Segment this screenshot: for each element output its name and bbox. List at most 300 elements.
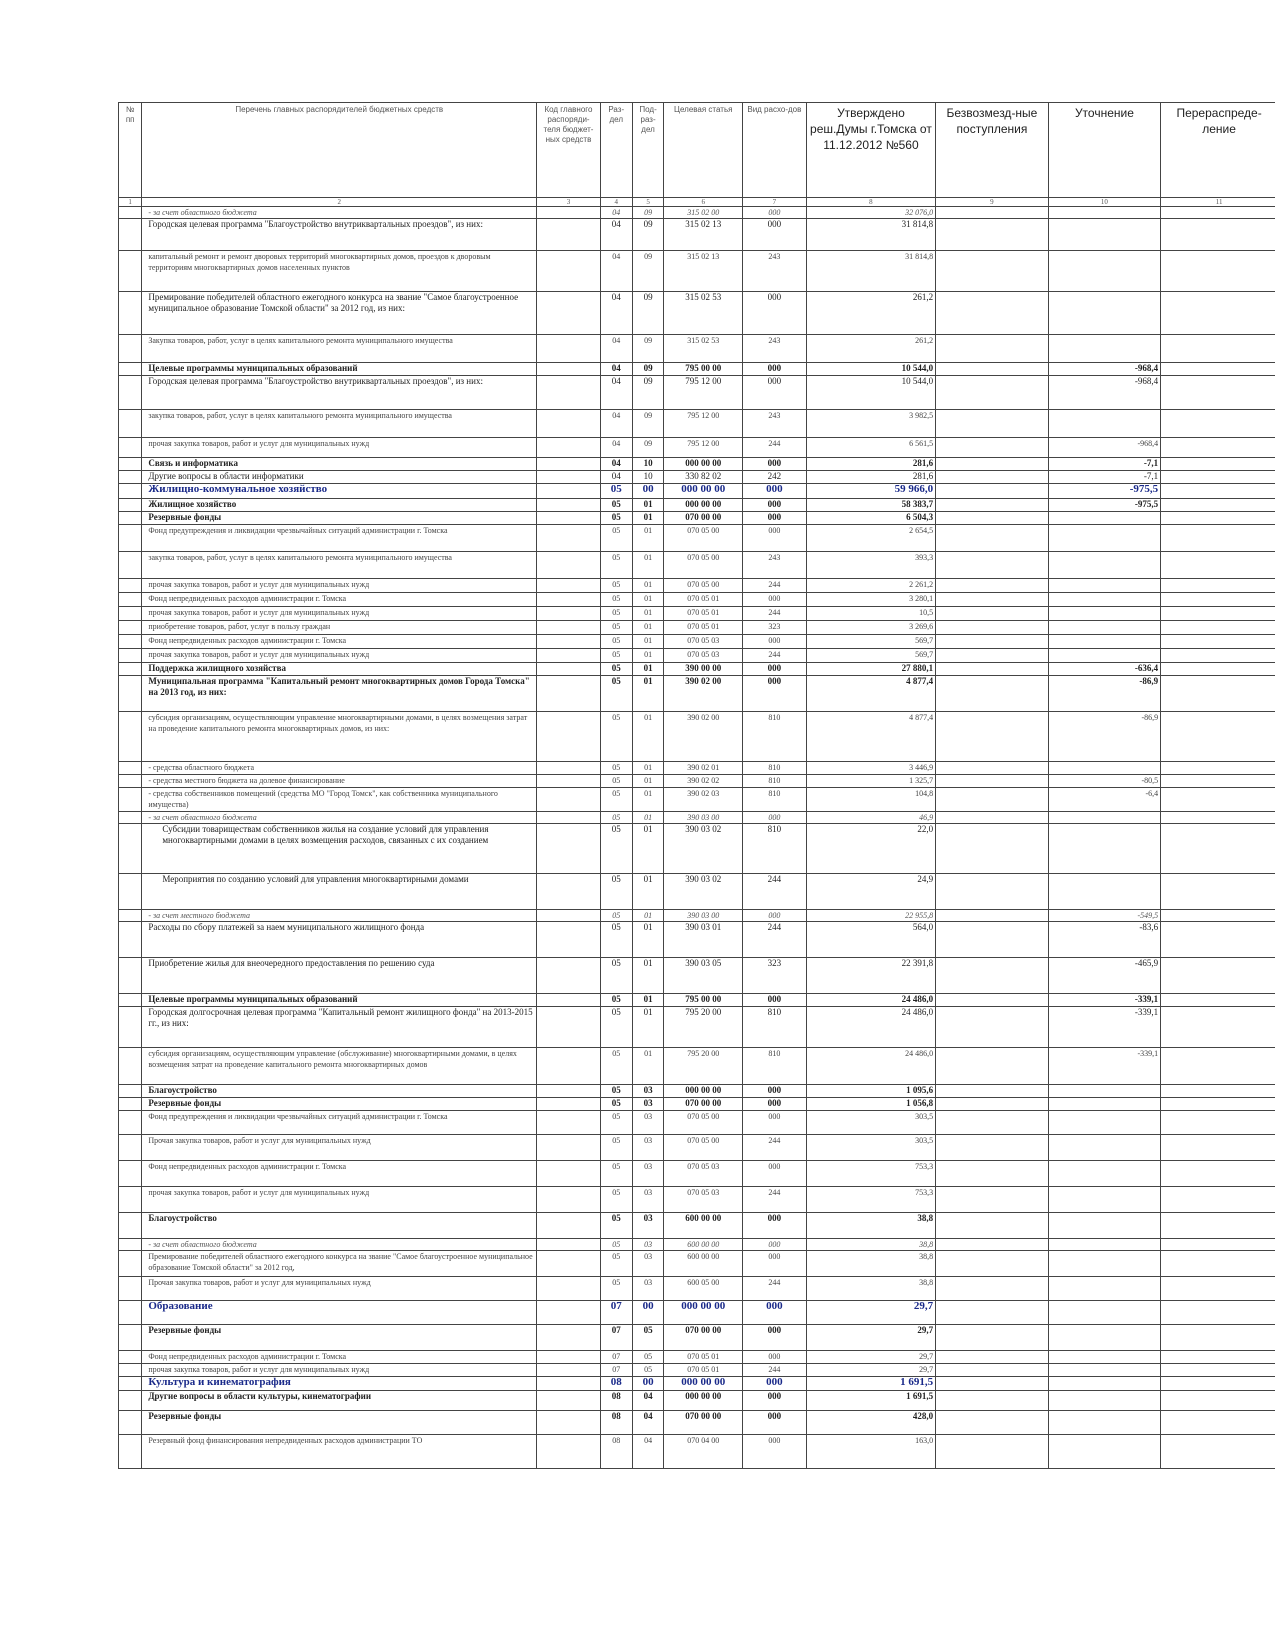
row-code-cell [537, 410, 601, 438]
row-target-cell: 315 02 53 [664, 335, 743, 363]
row-target-cell: 000 00 00 [664, 484, 743, 499]
row-code-cell [537, 251, 601, 292]
row-name-cell: Целевые программы муниципальных образований [142, 994, 537, 1007]
row-section-cell: 05 [600, 958, 632, 994]
row-clarification-cell [1048, 1351, 1161, 1364]
row-number-cell [119, 635, 142, 649]
row-name-cell: - за счет областного бюджета [142, 1239, 537, 1251]
row-redistribution-cell [1161, 219, 1275, 251]
row-name-cell: прочая закупка товаров, работ и услуг для муниципальных нужд [142, 579, 537, 593]
row-number-cell [119, 579, 142, 593]
row-code-cell [537, 438, 601, 458]
row-grants-cell [936, 593, 1049, 607]
row-code-cell [537, 1085, 601, 1098]
row-number-cell [119, 438, 142, 458]
row-subsection-cell: 03 [632, 1111, 664, 1135]
row-approved-cell: 4 877,4 [806, 676, 935, 712]
row-target-cell: 000 00 00 [664, 458, 743, 471]
row-grants-cell [936, 635, 1049, 649]
row-subsection-cell: 01 [632, 1048, 664, 1085]
row-code-cell [537, 376, 601, 410]
row-number-cell [119, 1377, 142, 1391]
row-subsection-cell: 01 [632, 635, 664, 649]
row-expense-type-cell: 000 [743, 1325, 807, 1351]
row-expense-type-cell: 000 [743, 593, 807, 607]
row-code-cell [537, 1411, 601, 1435]
row-redistribution-cell [1161, 1325, 1275, 1351]
row-subsection-cell: 10 [632, 471, 664, 484]
row-expense-type-cell: 323 [743, 958, 807, 994]
col-header-redistribution: Перераспреде-ление [1161, 103, 1275, 198]
row-code-cell [537, 1251, 601, 1277]
row-section-cell: 05 [600, 922, 632, 958]
row-subsection-cell: 03 [632, 1135, 664, 1161]
row-target-cell: 000 00 00 [664, 499, 743, 512]
row-number-cell [119, 512, 142, 525]
row-number-cell [119, 676, 142, 712]
col-number: 10 [1048, 198, 1161, 207]
row-section-cell: 08 [600, 1391, 632, 1411]
row-number-cell [119, 994, 142, 1007]
row-number-cell [119, 922, 142, 958]
row-redistribution-cell [1161, 471, 1275, 484]
table-row [119, 775, 1275, 788]
table-body [119, 207, 1275, 1469]
row-number-cell [119, 207, 142, 219]
row-expense-type-cell: 244 [743, 649, 807, 663]
row-grants-cell [936, 1161, 1049, 1187]
row-clarification-cell [1048, 1251, 1161, 1277]
row-target-cell: 795 12 00 [664, 376, 743, 410]
row-subsection-cell: 04 [632, 1391, 664, 1411]
row-redistribution-cell [1161, 762, 1275, 775]
row-name-cell: Фонд предупреждения и ликвидации чрезвычайных ситуаций администрации г. Томска [142, 525, 537, 552]
row-code-cell [537, 812, 601, 824]
row-target-cell: 000 00 00 [664, 1391, 743, 1411]
table-row [119, 824, 1275, 874]
row-subsection-cell: 05 [632, 1351, 664, 1364]
table-row [119, 1435, 1275, 1469]
row-name-cell: Благоустройство [142, 1085, 537, 1098]
row-section-cell: 05 [600, 499, 632, 512]
row-expense-type-cell: 244 [743, 607, 807, 621]
row-expense-type-cell: 000 [743, 363, 807, 376]
row-code-cell [537, 1391, 601, 1411]
row-grants-cell [936, 458, 1049, 471]
table-row [119, 712, 1275, 762]
row-approved-cell: 31 814,8 [806, 219, 935, 251]
row-clarification-cell [1048, 1098, 1161, 1111]
row-clarification-cell [1048, 410, 1161, 438]
row-target-cell: 070 05 01 [664, 607, 743, 621]
row-clarification-cell [1048, 1239, 1161, 1251]
row-clarification-cell [1048, 1277, 1161, 1301]
row-clarification-cell: -975,5 [1048, 484, 1161, 499]
row-subsection-cell: 00 [632, 1377, 664, 1391]
row-subsection-cell: 01 [632, 512, 664, 525]
row-number-cell [119, 1085, 142, 1098]
row-grants-cell [936, 1325, 1049, 1351]
table-row [119, 1007, 1275, 1048]
row-code-cell [537, 363, 601, 376]
row-name-cell: Резервные фонды [142, 1411, 537, 1435]
row-name-cell: субсидия организациям, осуществляющим управление многоквартирными домами, в целях возмещения затрат на проведение капитального ремонта многоквартирных домов, из них: [142, 712, 537, 762]
row-code-cell [537, 579, 601, 593]
row-target-cell: 070 05 00 [664, 525, 743, 552]
row-section-cell: 05 [600, 1048, 632, 1085]
row-clarification-cell [1048, 1135, 1161, 1161]
row-subsection-cell: 03 [632, 1251, 664, 1277]
row-grants-cell [936, 788, 1049, 812]
row-clarification-cell: -7,1 [1048, 471, 1161, 484]
row-grants-cell [936, 775, 1049, 788]
row-target-cell: 390 03 02 [664, 824, 743, 874]
row-name-cell: Фонд предупреждения и ликвидации чрезвычайных ситуаций администрации г. Томска [142, 1111, 537, 1135]
row-redistribution-cell [1161, 499, 1275, 512]
row-approved-cell: 3 446,9 [806, 762, 935, 775]
row-grants-cell [936, 824, 1049, 874]
row-name-cell: Резервные фонды [142, 1098, 537, 1111]
budget-sheet [118, 102, 1275, 1469]
row-approved-cell: 38,8 [806, 1251, 935, 1277]
row-grants-cell [936, 552, 1049, 579]
row-approved-cell: 261,2 [806, 335, 935, 363]
row-number-cell [119, 1111, 142, 1135]
row-name-cell: - средства областного бюджета [142, 762, 537, 775]
row-section-cell: 07 [600, 1301, 632, 1325]
row-grants-cell [936, 621, 1049, 635]
row-grants-cell [936, 1135, 1049, 1161]
row-clarification-cell: -80,5 [1048, 775, 1161, 788]
row-name-cell: Резервные фонды [142, 512, 537, 525]
row-number-cell [119, 410, 142, 438]
row-name-cell: прочая закупка товаров, работ и услуг для муниципальных нужд [142, 438, 537, 458]
row-approved-cell: 10 544,0 [806, 376, 935, 410]
row-target-cell: 390 02 00 [664, 676, 743, 712]
row-code-cell [537, 1301, 601, 1325]
row-clarification-cell [1048, 607, 1161, 621]
row-redistribution-cell [1161, 1048, 1275, 1085]
row-subsection-cell: 09 [632, 335, 664, 363]
table-row [119, 499, 1275, 512]
row-redistribution-cell [1161, 922, 1275, 958]
row-expense-type-cell: 810 [743, 775, 807, 788]
row-number-cell [119, 663, 142, 676]
row-clarification-cell [1048, 579, 1161, 593]
row-section-cell: 04 [600, 363, 632, 376]
row-number-cell [119, 484, 142, 499]
row-grants-cell [936, 363, 1049, 376]
row-target-cell: 795 20 00 [664, 1007, 743, 1048]
row-subsection-cell: 01 [632, 607, 664, 621]
row-subsection-cell: 10 [632, 458, 664, 471]
row-target-cell: 390 03 00 [664, 812, 743, 824]
row-name-cell: Фонд непредвиденных расходов администрации г. Томска [142, 635, 537, 649]
row-name-cell: Прочая закупка товаров, работ и услуг для муниципальных нужд [142, 1135, 537, 1161]
row-section-cell: 04 [600, 292, 632, 335]
row-number-cell [119, 363, 142, 376]
row-code-cell [537, 994, 601, 1007]
row-redistribution-cell [1161, 676, 1275, 712]
row-approved-cell: 27 880,1 [806, 663, 935, 676]
row-redistribution-cell [1161, 552, 1275, 579]
row-section-cell: 05 [600, 1251, 632, 1277]
row-grants-cell [936, 994, 1049, 1007]
row-target-cell: 070 05 01 [664, 1351, 743, 1364]
row-redistribution-cell [1161, 1007, 1275, 1048]
row-number-cell [119, 1391, 142, 1411]
row-target-cell: 070 05 03 [664, 635, 743, 649]
row-subsection-cell: 01 [632, 910, 664, 922]
row-grants-cell [936, 292, 1049, 335]
row-code-cell [537, 1048, 601, 1085]
col-header-name: Перечень главных распорядителей бюджетных средств [142, 103, 537, 198]
row-approved-cell: 3 269,6 [806, 621, 935, 635]
row-target-cell: 070 00 00 [664, 1098, 743, 1111]
table-row [119, 376, 1275, 410]
row-code-cell [537, 292, 601, 335]
row-subsection-cell: 01 [632, 824, 664, 874]
row-grants-cell [936, 1085, 1049, 1098]
row-expense-type-cell: 810 [743, 824, 807, 874]
row-expense-type-cell: 323 [743, 621, 807, 635]
row-name-cell: Поддержка жилищного хозяйства [142, 663, 537, 676]
row-clarification-cell [1048, 335, 1161, 363]
row-expense-type-cell: 000 [743, 1411, 807, 1435]
row-approved-cell: 281,6 [806, 458, 935, 471]
row-number-cell [119, 1411, 142, 1435]
row-clarification-cell [1048, 1325, 1161, 1351]
row-redistribution-cell [1161, 824, 1275, 874]
row-number-cell [119, 621, 142, 635]
row-section-cell: 05 [600, 663, 632, 676]
row-target-cell: 000 00 00 [664, 1377, 743, 1391]
row-redistribution-cell [1161, 1411, 1275, 1435]
row-number-cell [119, 1364, 142, 1377]
row-name-cell: капитальный ремонт и ремонт дворовых территорий многоквартирных домов, проездов к дворовым территориям многоквартирных домов населенных пунктов [142, 251, 537, 292]
table-row [119, 1098, 1275, 1111]
row-expense-type-cell: 000 [743, 512, 807, 525]
col-number: 11 [1161, 198, 1275, 207]
row-clarification-cell [1048, 552, 1161, 579]
row-target-cell: 070 05 03 [664, 1161, 743, 1187]
row-expense-type-cell: 000 [743, 1239, 807, 1251]
row-number-cell [119, 458, 142, 471]
row-approved-cell: 163,0 [806, 1435, 935, 1469]
row-name-cell: Резервные фонды [142, 1325, 537, 1351]
row-clarification-cell: -7,1 [1048, 458, 1161, 471]
budget-table [118, 102, 1275, 1469]
row-code-cell [537, 593, 601, 607]
row-redistribution-cell [1161, 621, 1275, 635]
row-code-cell [537, 1364, 601, 1377]
row-expense-type-cell: 244 [743, 922, 807, 958]
row-name-cell: Закупка товаров, работ, услуг в целях капитального ремонта муниципального имущества [142, 335, 537, 363]
row-clarification-cell [1048, 621, 1161, 635]
row-expense-type-cell: 000 [743, 1301, 807, 1325]
row-section-cell: 05 [600, 607, 632, 621]
row-subsection-cell: 09 [632, 438, 664, 458]
row-clarification-cell: -339,1 [1048, 1007, 1161, 1048]
row-name-cell: прочая закупка товаров, работ и услуг для муниципальных нужд [142, 607, 537, 621]
row-code-cell [537, 552, 601, 579]
col-header-grants: Безвозмезд-ные поступления [936, 103, 1049, 198]
row-number-cell [119, 607, 142, 621]
row-grants-cell [936, 335, 1049, 363]
row-code-cell [537, 1277, 601, 1301]
row-number-cell [119, 1325, 142, 1351]
row-grants-cell [936, 663, 1049, 676]
row-subsection-cell: 01 [632, 922, 664, 958]
row-expense-type-cell: 244 [743, 1135, 807, 1161]
row-grants-cell [936, 251, 1049, 292]
row-clarification-cell: -968,4 [1048, 376, 1161, 410]
row-target-cell: 070 05 03 [664, 649, 743, 663]
table-row [119, 471, 1275, 484]
row-name-cell: прочая закупка товаров, работ и услуг для муниципальных нужд [142, 649, 537, 663]
row-number-cell [119, 649, 142, 663]
row-clarification-cell [1048, 1085, 1161, 1098]
row-name-cell: Фонд непредвиденных расходов администрации г. Томска [142, 593, 537, 607]
row-expense-type-cell: 000 [743, 1111, 807, 1135]
row-grants-cell [936, 512, 1049, 525]
row-section-cell: 05 [600, 621, 632, 635]
row-approved-cell: 261,2 [806, 292, 935, 335]
row-grants-cell [936, 922, 1049, 958]
row-section-cell: 05 [600, 874, 632, 910]
row-number-cell [119, 1135, 142, 1161]
row-grants-cell [936, 812, 1049, 824]
row-number-cell [119, 1213, 142, 1239]
row-redistribution-cell [1161, 1435, 1275, 1469]
row-subsection-cell: 01 [632, 499, 664, 512]
table-row [119, 1325, 1275, 1351]
row-number-cell [119, 552, 142, 579]
row-subsection-cell: 09 [632, 292, 664, 335]
row-grants-cell [936, 1213, 1049, 1239]
row-code-cell [537, 676, 601, 712]
row-grants-cell [936, 958, 1049, 994]
row-expense-type-cell: 000 [743, 525, 807, 552]
row-clarification-cell [1048, 292, 1161, 335]
row-approved-cell: 22 955,8 [806, 910, 935, 922]
row-expense-type-cell: 810 [743, 762, 807, 775]
row-section-cell: 05 [600, 635, 632, 649]
row-expense-type-cell: 244 [743, 1364, 807, 1377]
col-number: 3 [537, 198, 601, 207]
row-section-cell: 05 [600, 1098, 632, 1111]
row-redistribution-cell [1161, 994, 1275, 1007]
row-section-cell: 05 [600, 762, 632, 775]
row-code-cell [537, 788, 601, 812]
row-section-cell: 04 [600, 410, 632, 438]
row-clarification-cell [1048, 762, 1161, 775]
row-redistribution-cell [1161, 1277, 1275, 1301]
table-row [119, 579, 1275, 593]
row-clarification-cell [1048, 635, 1161, 649]
col-header-section: Раз-дел [600, 103, 632, 198]
row-grants-cell [936, 484, 1049, 499]
table-row [119, 910, 1275, 922]
table-row [119, 788, 1275, 812]
row-redistribution-cell [1161, 788, 1275, 812]
row-redistribution-cell [1161, 1161, 1275, 1187]
row-clarification-cell [1048, 1435, 1161, 1469]
row-name-cell: Городская целевая программа "Благоустройство внутриквартальных проездов", из них: [142, 219, 537, 251]
row-subsection-cell: 01 [632, 579, 664, 593]
row-name-cell: Благоустройство [142, 1213, 537, 1239]
row-name-cell: Субсидии товариществам собственников жилья на создание условий для управления многоквартирными домами в целях возмещения расходов, связанных с их созданием [142, 824, 537, 874]
row-name-cell: Муниципальная программа "Капитальный ремонт многоквартирных домов Города Томска" на 2013 год, из них: [142, 676, 537, 712]
row-code-cell [537, 621, 601, 635]
row-name-cell: Мероприятия по созданию условий для управления многоквартирными домами [142, 874, 537, 910]
row-number-cell [119, 874, 142, 910]
row-section-cell: 05 [600, 552, 632, 579]
row-code-cell [537, 499, 601, 512]
row-subsection-cell: 01 [632, 593, 664, 607]
row-expense-type-cell: 000 [743, 499, 807, 512]
row-number-cell [119, 910, 142, 922]
row-name-cell: Целевые программы муниципальных образований [142, 363, 537, 376]
row-number-cell [119, 824, 142, 874]
row-approved-cell: 10 544,0 [806, 363, 935, 376]
row-number-cell [119, 499, 142, 512]
row-name-cell: закупка товаров, работ, услуг в целях капитального ремонта муниципального имущества [142, 410, 537, 438]
row-subsection-cell: 03 [632, 1213, 664, 1239]
row-target-cell: 330 82 02 [664, 471, 743, 484]
row-section-cell: 04 [600, 335, 632, 363]
table-row [119, 458, 1275, 471]
row-subsection-cell: 09 [632, 251, 664, 292]
row-section-cell: 05 [600, 525, 632, 552]
col-header-code: Код главного распоряди-теля бюджет-ных средств [537, 103, 601, 198]
row-clarification-cell: -975,5 [1048, 499, 1161, 512]
row-approved-cell: 1 095,6 [806, 1085, 935, 1098]
row-section-cell: 05 [600, 593, 632, 607]
row-grants-cell [936, 410, 1049, 438]
row-clarification-cell: -968,4 [1048, 438, 1161, 458]
col-header-num: № пп [119, 103, 142, 198]
row-approved-cell: 1 056,8 [806, 1098, 935, 1111]
row-approved-cell: 2 654,5 [806, 525, 935, 552]
row-approved-cell: 428,0 [806, 1411, 935, 1435]
row-name-cell: - средства местного бюджета на долевое финансирование [142, 775, 537, 788]
row-expense-type-cell: 000 [743, 1098, 807, 1111]
row-name-cell: Городская целевая программа "Благоустройство внутриквартальных проездов", из них: [142, 376, 537, 410]
row-target-cell: 600 00 00 [664, 1251, 743, 1277]
row-grants-cell [936, 1277, 1049, 1301]
row-expense-type-cell: 000 [743, 1213, 807, 1239]
row-code-cell [537, 458, 601, 471]
row-redistribution-cell [1161, 649, 1275, 663]
table-row [119, 621, 1275, 635]
row-code-cell [537, 874, 601, 910]
row-approved-cell: 569,7 [806, 635, 935, 649]
row-redistribution-cell [1161, 635, 1275, 649]
row-section-cell: 05 [600, 824, 632, 874]
row-grants-cell [936, 910, 1049, 922]
row-target-cell: 390 02 01 [664, 762, 743, 775]
row-grants-cell [936, 1377, 1049, 1391]
row-number-cell [119, 251, 142, 292]
row-subsection-cell: 03 [632, 1277, 664, 1301]
row-clarification-cell: -636,4 [1048, 663, 1161, 676]
row-redistribution-cell [1161, 207, 1275, 219]
row-redistribution-cell [1161, 525, 1275, 552]
row-clarification-cell [1048, 1301, 1161, 1325]
col-header-target: Целевая статья [664, 103, 743, 198]
row-subsection-cell: 01 [632, 1007, 664, 1048]
